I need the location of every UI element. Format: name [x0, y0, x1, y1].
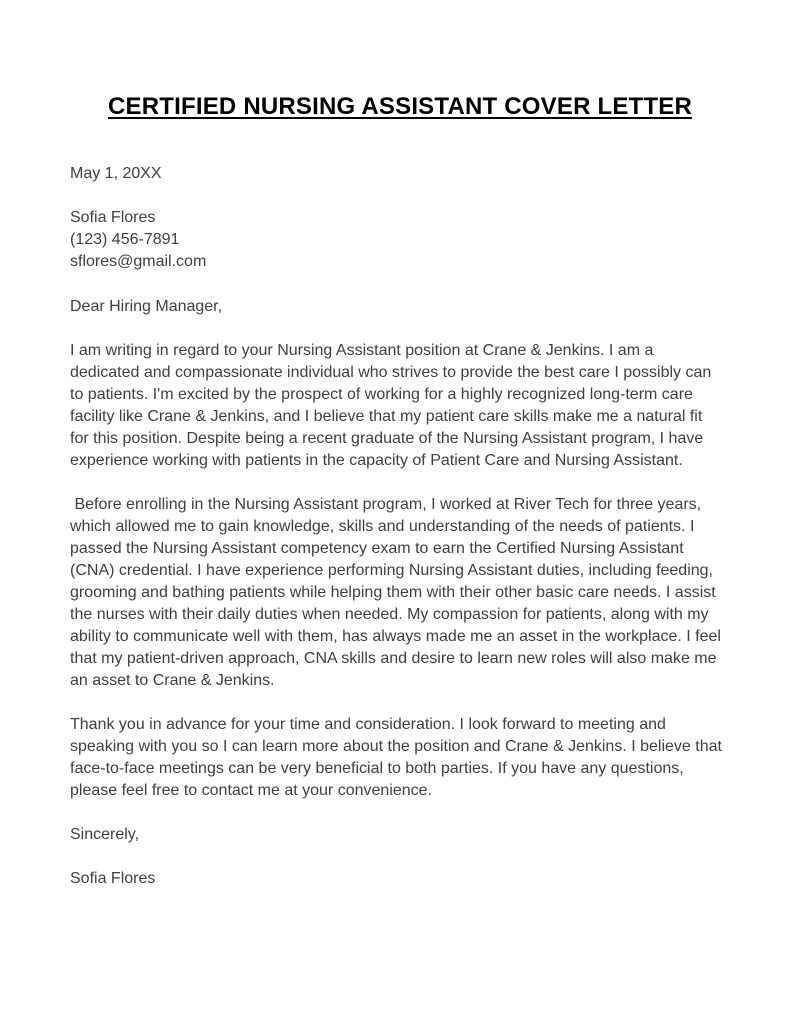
- body-paragraph-3: Thank you in advance for your time and consideration. I look forward to meeting and speaking with you so I can learn more about the position and Crane & Jenkins. I believe that face-to-face meetings can be very beneficial to both parties. If you have any questions, please feel free to contact me at your convenience.: [70, 716, 727, 799]
- sender-email: sflores@gmail.com: [70, 253, 207, 270]
- signature-name: Sofia Flores: [70, 870, 156, 887]
- sender-phone: (123) 456-7891: [70, 231, 180, 248]
- sender-contact-block: [70, 207, 725, 273]
- body-paragraph-1: I am writing in regard to your Nursing Assistant position at Crane & Jenkins. I am a dedicated and compassionate individual who strives to provide the best care I possibly can to patients. I'm excited by the prospect of working for a highly recognized long-term care facility like Crane & Jenkins, and I believe that my patient care skills make me a natural fit for this position. Despite being a recent graduate of the Nursing Assistant program, I have experience working with patients in the capacity of Patient Care and Nursing Assistant.: [70, 342, 716, 469]
- salutation: Dear Hiring Manager,: [70, 298, 223, 315]
- closing-line: Sincerely,: [70, 826, 140, 843]
- date-line: May 1, 20XX: [70, 165, 162, 182]
- letter-body: [70, 163, 725, 890]
- body-paragraph-2: Before enrolling in the Nursing Assistant program, I worked at River Tech for three years, which allowed me to gain knowledge, skills and understanding of the needs of patients. I passed the Nursing Assistant competency exam to earn the Certified Nursing Assistant (CNA) credential. I have experience performing Nursing Assistant duties, including feeding, grooming and bathing patients while helping them with their other basic care needs. I assist the nurses with their daily duties when needed. My compassion for patients, along with my ability to communicate well with them, has always made me an asset in the workplace. I feel that my patient-driven approach, CNA skills and desire to learn new roles will also make me an asset to Crane & Jenkins.: [70, 496, 726, 689]
- document-title: CERTIFIED NURSING ASSISTANT COVER LETTER: [107, 93, 693, 120]
- sender-name: Sofia Flores: [70, 209, 156, 226]
